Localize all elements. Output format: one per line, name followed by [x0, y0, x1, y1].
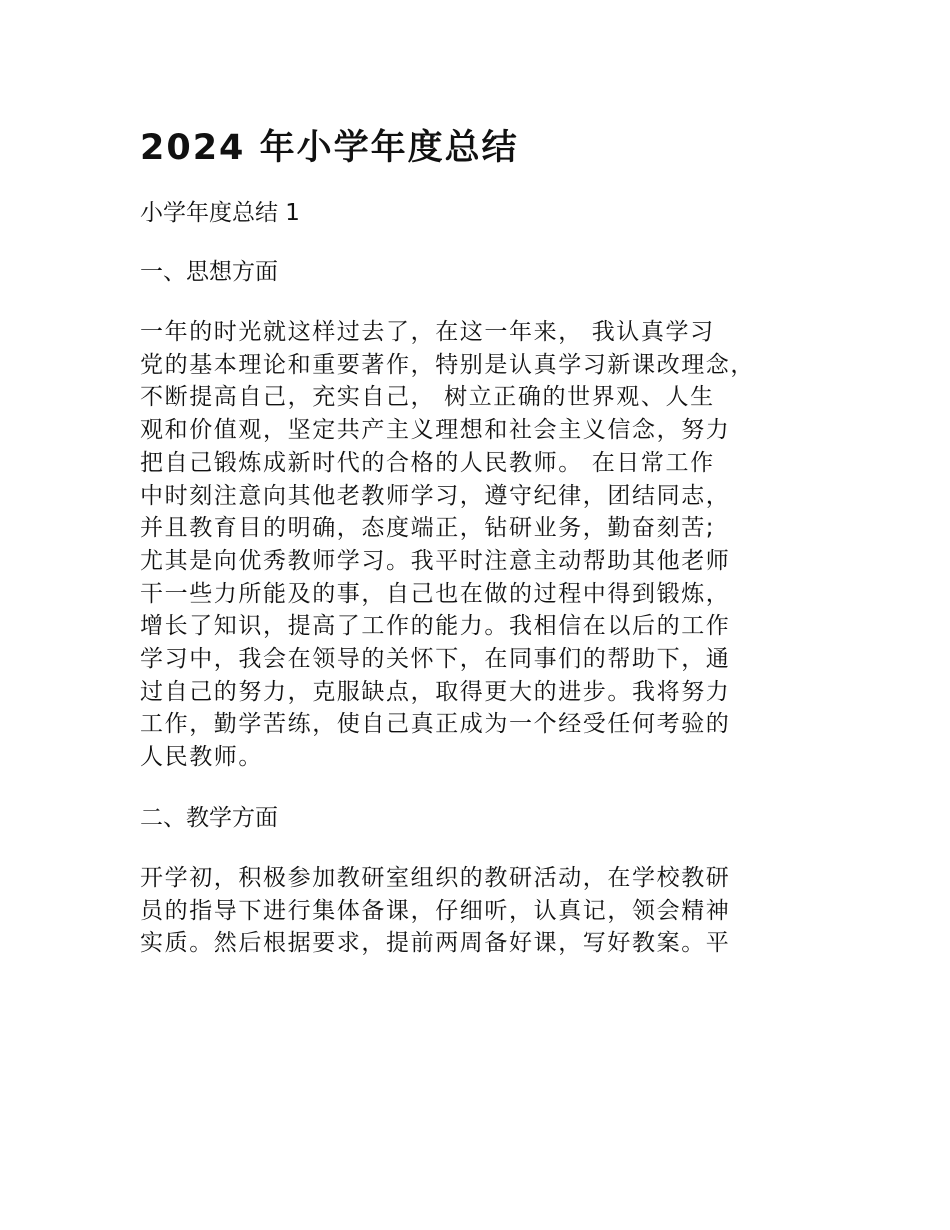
section-paragraph-teaching [140, 862, 830, 960]
paragraph-line: 中时刻注意向其他老教师学习，遵守纪律，团结同志， [140, 482, 731, 509]
section-heading-teaching: 二、教学方面 [140, 804, 278, 831]
paragraph-line: 员的指导下进行集体备课，仔细听，认真记，领会精神 [140, 897, 731, 924]
paragraph-line: 人民教师。 [140, 744, 263, 771]
document-title: 2024 年小学年度总结 [140, 128, 519, 168]
paragraph-line: 尤其是向优秀教师学习。我平时注意主动帮助其他老师 [140, 547, 731, 574]
paragraph-line: 观和价值观，坚定共产主义理想和社会主义信念，努力 [140, 417, 731, 444]
section-paragraph-thought [140, 316, 830, 774]
paragraph-line: 过自己的努力，克服缺点，取得更大的进步。我将努力 [140, 678, 731, 705]
paragraph-line: 党的基本理论和重要著作，特别是认真学习新课改理念， [140, 351, 755, 378]
paragraph-line: 不断提高自己，充实自己， 树立正确的世界观、人生 [140, 384, 715, 411]
section-heading-thought: 一、思想方面 [140, 259, 278, 285]
document-subtitle: 小学年度总结 1 [140, 200, 300, 226]
paragraph-line: 增长了知识，提高了工作的能力。我相信在以后的工作 [140, 613, 731, 640]
paragraph-line: 并且教育目的明确，态度端正，钻研业务，勤奋刻苦; [140, 515, 716, 542]
paragraph-line: 干一些力所能及的事，自己也在做的过程中得到锻炼， [140, 580, 731, 607]
paragraph-line: 学习中，我会在领导的关怀下，在同事们的帮助下，通 [140, 646, 731, 673]
paragraph-line: 一年的时光就这样过去了，在这一年来， 我认真学习 [140, 319, 715, 345]
paragraph-line: 实质。然后根据要求，提前两周备好课，写好教案。平 [140, 930, 731, 957]
paragraph-line: 把自己锻炼成新时代的合格的人民教师。 在日常工作 [140, 449, 715, 476]
document-body [140, 118, 830, 989]
paragraph-line: 开学初，积极参加教研室组织的教研活动，在学校教研 [140, 864, 731, 891]
paragraph-line: 工作，勤学苦练，使自己真正成为一个经受任何考验的 [140, 711, 731, 738]
